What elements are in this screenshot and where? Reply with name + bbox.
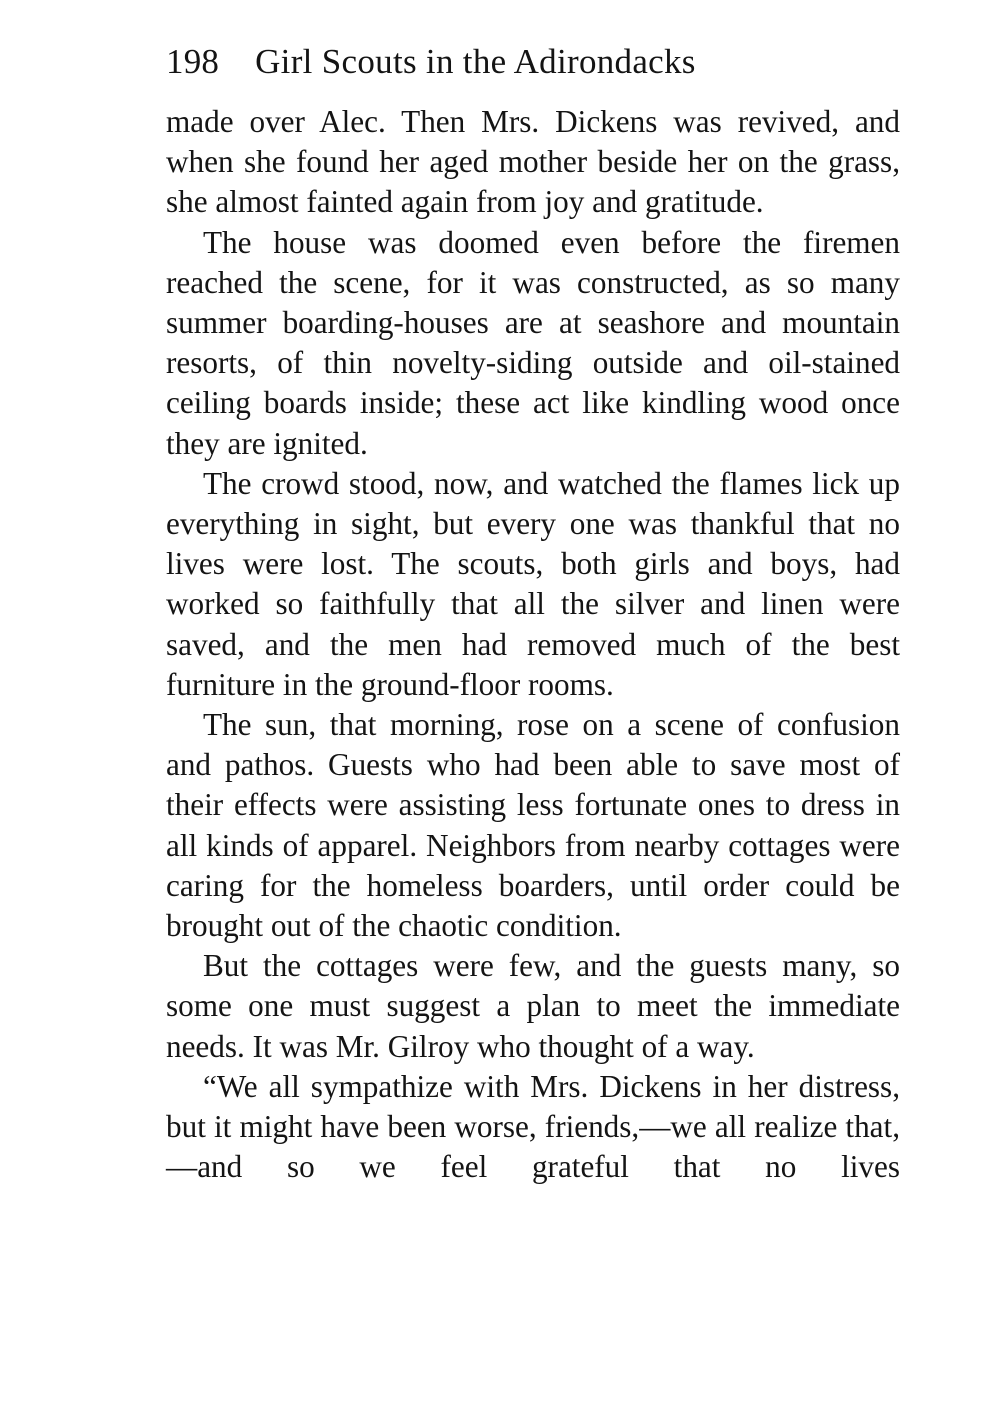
page-number: 198 <box>166 42 220 81</box>
running-title: Girl Scouts in the Adirondacks <box>255 42 696 81</box>
paragraph-3: The crowd stood, now, and watched the flames lick up everything in sight, but every one was thankful that no lives were lost. The scouts, both girls and boys, had worked so faithfully that all the silver and linen were saved, and the men had removed much of the best furniture in the ground-floor rooms. <box>166 465 900 702</box>
body-text <box>166 102 900 1187</box>
paragraph-4: The sun, that morning, rose on a scene of confusion and pathos. Guests who had been able to save most of their effects were assisting less fortunate ones to dress in all kinds of apparel. Neighbors from nearby cottages were caring for the homeless boarders, until order could be brought out of the chaotic condition. <box>166 707 900 944</box>
paragraph-6: “We all sympathize with Mrs. Dickens in her distress, but it might have been worse, friends,—we all realize that,—and so we feel grateful that no lives <box>166 1068 900 1185</box>
book-page <box>166 38 900 1187</box>
paragraph-2: The house was doomed even before the firemen reached the scene, for it was constructed, as so many summer boarding-houses are at seashore and mountain resorts, of thin novelty-siding outside and oil-stained ceiling boards inside; these act like kindling wood once they are ignited. <box>166 224 900 461</box>
paragraph-5: But the cottages were few, and the guests many, so some one must suggest a plan to meet the immediate needs. It was Mr. Gilroy who thought of a way. <box>166 948 900 1064</box>
running-head <box>166 38 900 86</box>
paragraph-1: made over Alec. Then Mrs. Dickens was revived, and when she found her aged mother beside her on the grass, she almost fainted again from joy and gratitude. <box>166 104 900 220</box>
